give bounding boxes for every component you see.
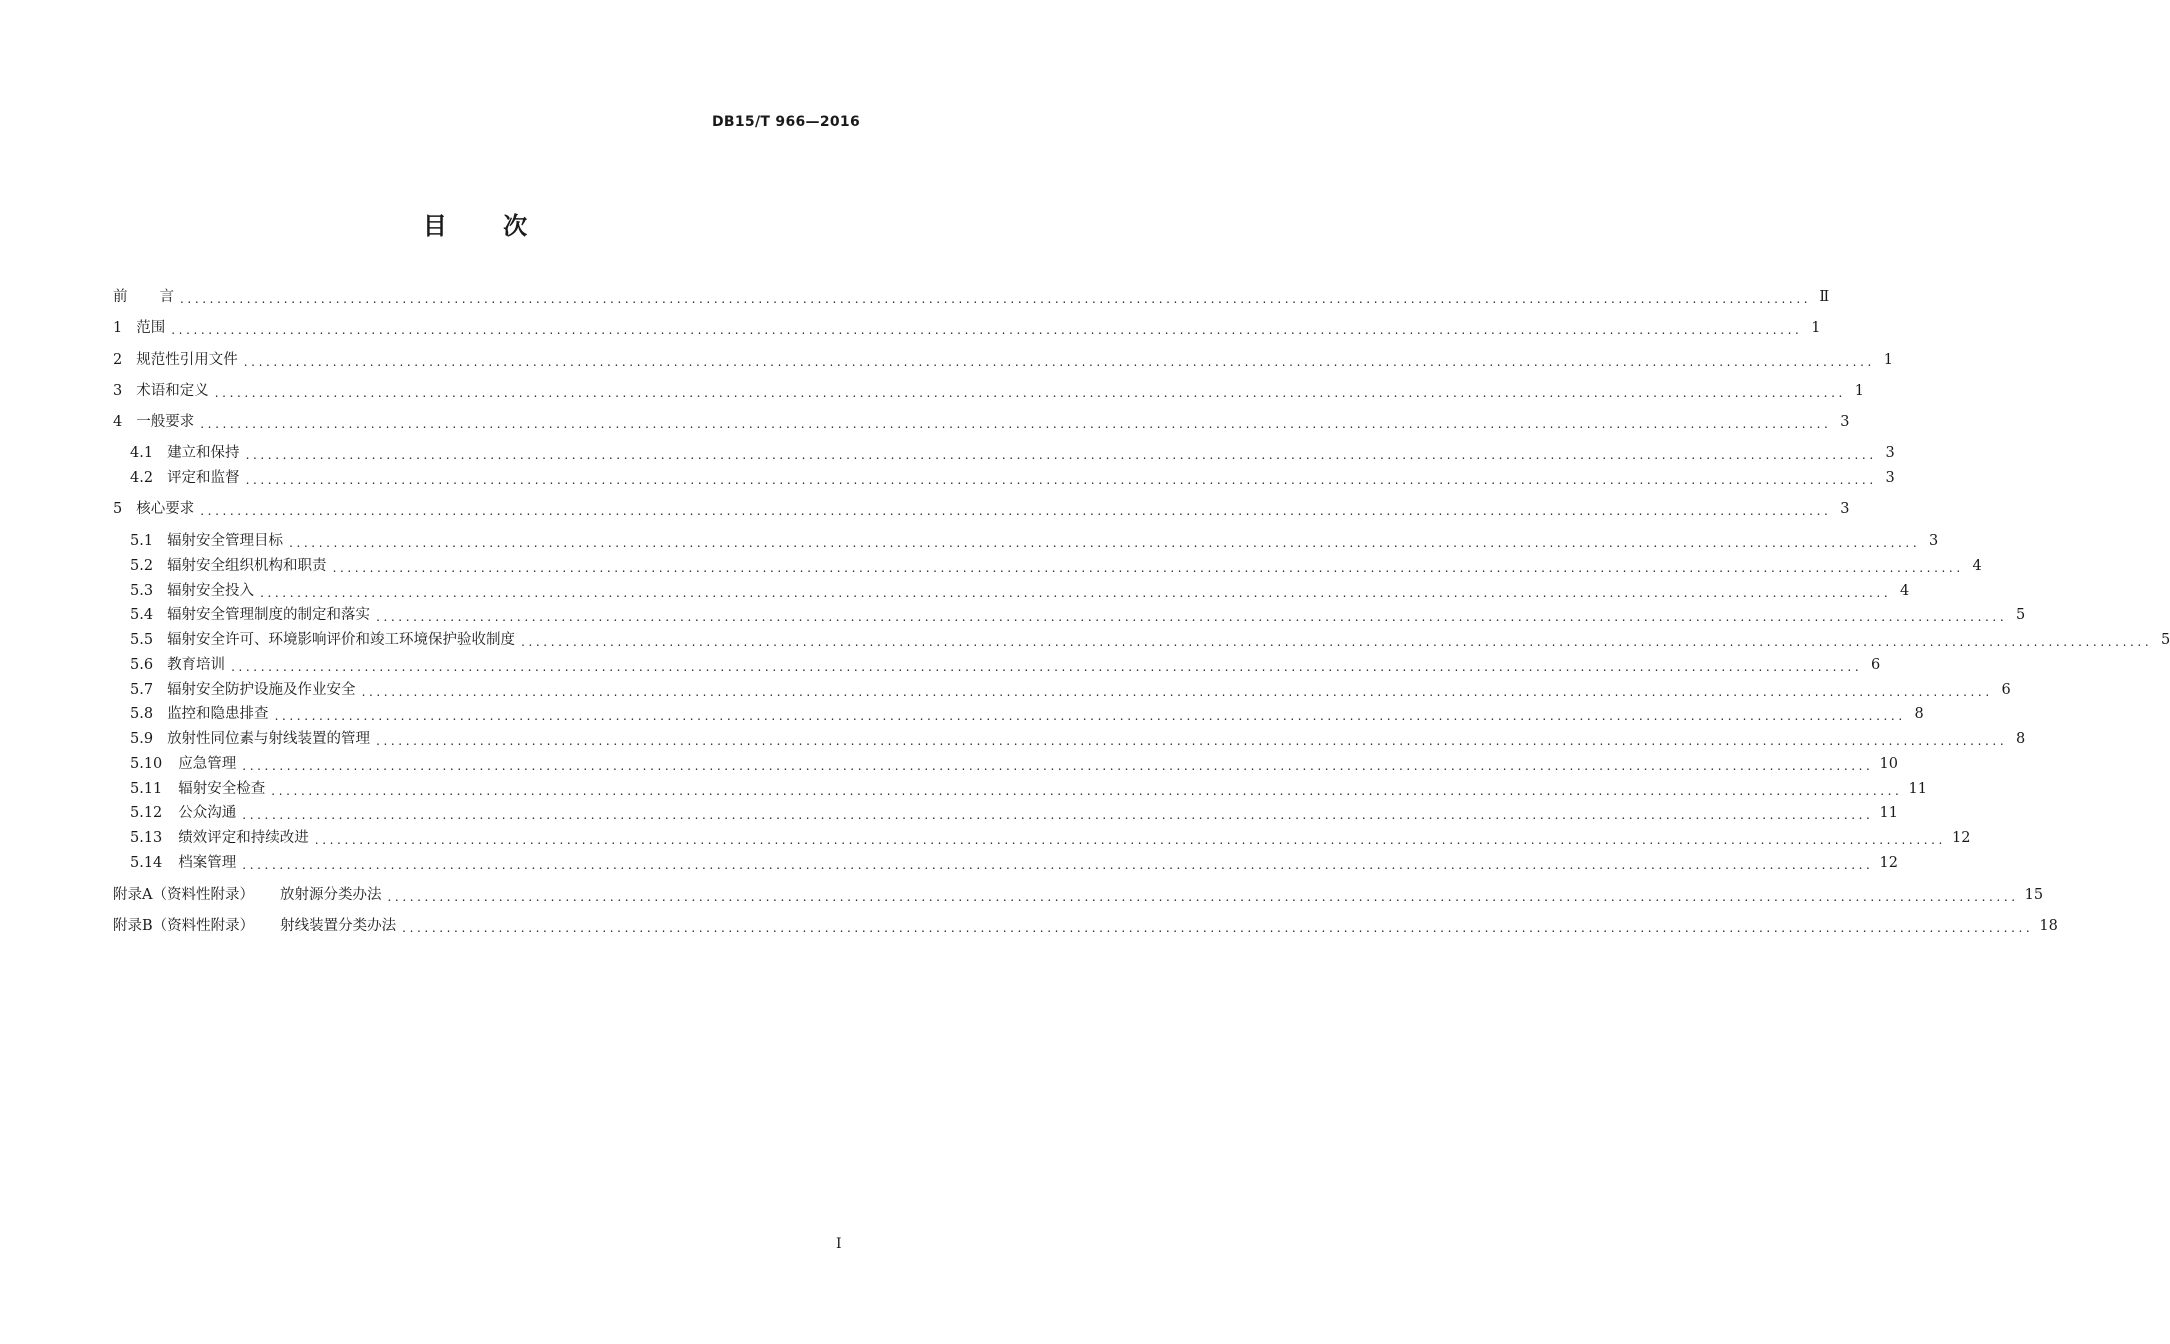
toc-entry-title: 放射源分类办法	[279, 887, 382, 903]
toc-entry-number: 5.14	[130, 855, 163, 871]
toc-entry[interactable]	[130, 729, 2026, 749]
toc-entry[interactable]	[130, 655, 1881, 675]
toc-entry-page: 15	[2024, 887, 2044, 903]
toc-entry-number: 5.6	[130, 657, 154, 673]
toc-leader-dots: ............................................................................................................................................................................................................................	[180, 292, 1812, 306]
toc-entry-number: 5.10	[130, 756, 163, 772]
toc-leader-dots: ............................................................................................................................................................................................................................	[521, 635, 2153, 649]
toc-entry-number: 4	[113, 414, 123, 430]
toc-entry-page: 1	[1811, 320, 1821, 336]
toc-entry-number: 1	[113, 320, 123, 336]
toc-entry-page: 3	[1929, 533, 1939, 549]
toc-entry[interactable]	[130, 704, 1924, 724]
toc-entry-number: 4.1	[130, 445, 154, 461]
toc-entry-title: 教育培训	[167, 657, 226, 673]
toc-entry-page: 18	[2039, 918, 2058, 934]
toc-entry[interactable]	[130, 605, 2026, 625]
toc-entry-title: 建立和保持	[167, 445, 240, 461]
toc-entry-page: 4	[1900, 583, 1910, 599]
toc-entry[interactable]	[113, 885, 2044, 905]
toc-entry-number: 5.7	[130, 682, 154, 698]
toc-entry-number: 5.11	[130, 781, 163, 797]
toc-entry-title: 放射性同位素与射线装置的管理	[167, 731, 371, 747]
toc-entry-title: 辐射安全防护设施及作业安全	[167, 682, 356, 698]
toc-entry[interactable]	[130, 803, 1898, 823]
toc-entry[interactable]	[130, 828, 1971, 848]
toc-leader-dots: ............................................................................................................................................................................................................................	[361, 685, 1993, 699]
toc-leader-dots: ............................................................................................................................................................................................................................	[245, 473, 1877, 487]
toc-entry-number: 2	[113, 352, 123, 368]
toc-entry-number: 附录A（资料性附录）	[113, 887, 254, 903]
toc-entry-page: 12	[1951, 830, 1971, 846]
toc-leader-dots: ............................................................................................................................................................................................................................	[314, 833, 1946, 847]
toc-entry-number: 5.2	[130, 558, 154, 574]
table-of-contents	[113, 0, 2170, 1344]
toc-entry-title: 评定和监督	[167, 470, 240, 486]
toc-entry-page: 3	[1885, 445, 1895, 461]
toc-entry[interactable]	[130, 556, 1982, 576]
toc-leader-dots: ............................................................................................................................................................................................................................	[402, 921, 2034, 935]
toc-leader-dots: ............................................................................................................................................................................................................................	[260, 586, 1892, 600]
toc-entry[interactable]	[130, 680, 2011, 700]
toc-entry[interactable]	[130, 531, 1939, 551]
toc-entry-number: 5.8	[130, 706, 154, 722]
toc-entry-number: 3	[113, 383, 123, 399]
page-number: I	[836, 1236, 842, 1252]
toc-entry-page: 10	[1879, 756, 1898, 772]
toc-leader-dots: ............................................................................................................................................................................................................................	[242, 759, 1874, 773]
toc-entry-number: 5.3	[130, 583, 154, 599]
toc-entry-page: 4	[1972, 558, 1982, 574]
toc-entry[interactable]	[113, 499, 1850, 519]
toc-entry-page: 5	[2016, 607, 2026, 623]
toc-entry[interactable]	[130, 468, 1895, 488]
document-code: DB15/T 966—2016	[712, 114, 860, 130]
toc-entry-title: 应急管理	[178, 756, 237, 772]
toc-entry[interactable]	[130, 779, 1927, 799]
toc-entry[interactable]	[130, 443, 1895, 463]
toc-leader-dots: ............................................................................................................................................................................................................................	[171, 323, 1803, 337]
toc-entry-page: 12	[1879, 855, 1898, 871]
toc-entry-title: 辐射安全许可、环境影响评价和竣工环境保护验收制度	[167, 632, 516, 648]
toc-entry[interactable]	[113, 412, 1850, 432]
toc-leader-dots: ............................................................................................................................................................................................................................	[271, 784, 1903, 798]
toc-entry-page: 11	[1908, 781, 1927, 797]
toc-entry-title: 核心要求	[136, 501, 195, 517]
toc-entry[interactable]	[113, 916, 2058, 936]
toc-entry-title: 范围	[136, 320, 166, 336]
toc-entry-title: 监控和隐患排查	[167, 706, 269, 722]
toc-entry-page: 11	[1879, 805, 1898, 821]
toc-entry-title: 辐射安全组织机构和职责	[167, 558, 327, 574]
toc-entry-page: Ⅱ	[1819, 289, 1830, 305]
toc-entry-page: 1	[1854, 383, 1864, 399]
toc-entry[interactable]	[130, 853, 1898, 873]
toc-entry-number: 5	[113, 501, 123, 517]
toc-entry-title: 射线装置分类办法	[280, 918, 397, 934]
toc-entry[interactable]	[130, 581, 1910, 601]
toc-leader-dots: ............................................................................................................................................................................................................................	[200, 417, 1832, 431]
toc-entry-title: 规范性引用文件	[136, 352, 238, 368]
toc-leader-dots: ............................................................................................................................................................................................................................	[332, 561, 1964, 575]
toc-leader-dots: ............................................................................................................................................................................................................................	[376, 610, 2008, 624]
toc-entry-title: 辐射安全管理目标	[167, 533, 284, 549]
toc-leader-dots: ............................................................................................................................................................................................................................	[387, 890, 2019, 904]
toc-entry[interactable]	[113, 381, 1864, 401]
toc-entry-title: 公众沟通	[178, 805, 237, 821]
toc-entry[interactable]	[130, 754, 1898, 774]
toc-entry-title: 绩效评定和持续改进	[178, 830, 309, 846]
toc-leader-dots: ............................................................................................................................................................................................................................	[289, 536, 1921, 550]
toc-entry-title: 术语和定义	[136, 383, 209, 399]
toc-entry-title: 言	[159, 289, 174, 305]
toc-entry[interactable]	[130, 630, 2170, 650]
toc-leader-dots: ............................................................................................................................................................................................................................	[274, 709, 1906, 723]
toc-entry-page: 3	[1840, 414, 1850, 430]
toc-entry[interactable]	[113, 287, 1830, 307]
toc-entry-title: 档案管理	[178, 855, 237, 871]
toc-entry-number: 5.12	[130, 805, 163, 821]
toc-entry-page: 1	[1883, 352, 1893, 368]
toc-leader-dots: ............................................................................................................................................................................................................................	[242, 808, 1874, 822]
page-title-char-1: 目	[422, 212, 447, 240]
toc-entry-title: 辐射安全管理制度的制定和落实	[167, 607, 371, 623]
toc-entry-number: 5.9	[130, 731, 154, 747]
toc-entry[interactable]	[113, 350, 1893, 370]
toc-entry-page: 5	[2161, 632, 2170, 648]
toc-entry-title: 辐射安全投入	[167, 583, 255, 599]
toc-leader-dots: ............................................................................................................................................................................................................................	[376, 734, 2008, 748]
toc-entry-number: 5.4	[130, 607, 154, 623]
page-title-char-2: 次	[503, 212, 528, 240]
toc-entry-title: 一般要求	[136, 414, 195, 430]
toc-leader-dots: ............................................................................................................................................................................................................................	[242, 858, 1874, 872]
toc-entry-page: 3	[1885, 470, 1895, 486]
toc-leader-dots: ............................................................................................................................................................................................................................	[243, 355, 1875, 369]
toc-entry-page: 6	[1871, 657, 1881, 673]
toc-entry[interactable]	[113, 318, 1821, 338]
toc-entry-page: 6	[2001, 682, 2011, 698]
toc-entry-number: 5.1	[130, 533, 154, 549]
toc-entry-number: 5.13	[130, 830, 163, 846]
toc-entry-page: 8	[2016, 731, 2026, 747]
toc-entry-page: 3	[1840, 501, 1850, 517]
toc-entry-page: 8	[1914, 706, 1924, 722]
toc-leader-dots: ............................................................................................................................................................................................................................	[214, 386, 1846, 400]
toc-entry-number: 附录B（资料性附录）	[113, 918, 255, 934]
toc-leader-dots: ............................................................................................................................................................................................................................	[231, 660, 1863, 674]
toc-entry-number: 前	[113, 289, 128, 305]
toc-leader-dots: ............................................................................................................................................................................................................................	[245, 448, 1877, 462]
toc-entry-number: 4.2	[130, 470, 154, 486]
toc-entry-title: 辐射安全检查	[178, 781, 266, 797]
toc-entry-number: 5.5	[130, 632, 154, 648]
toc-leader-dots: ............................................................................................................................................................................................................................	[200, 504, 1832, 518]
